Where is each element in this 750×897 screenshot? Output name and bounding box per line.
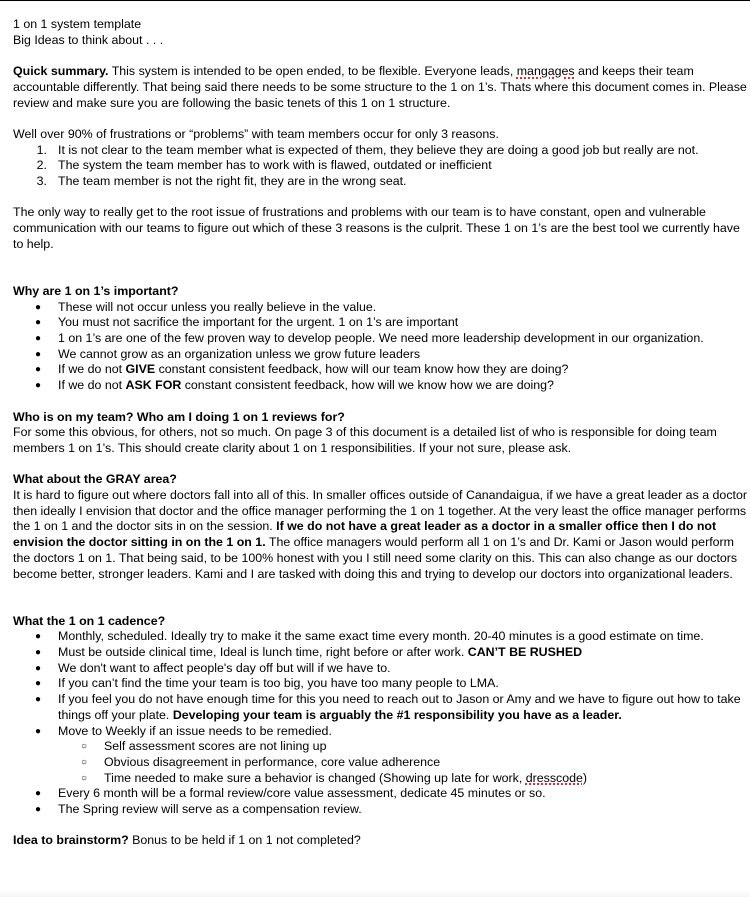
reasons-list bbox=[13, 143, 748, 190]
document-title: 1 on 1 system template bbox=[13, 17, 142, 31]
list-item: ● Move to Weekly if an issue needs to be remedied. bbox=[35, 723, 332, 738]
list-number: 1. bbox=[36, 142, 47, 157]
reasons-intro: Well over 90% of frustrations or “problems” with team members occur for only 3 reasons. bbox=[13, 126, 499, 141]
bullet-icon: ● bbox=[35, 317, 42, 329]
bullet-icon: ● bbox=[35, 301, 42, 313]
misspelled-word[interactable]: mangages bbox=[516, 64, 575, 79]
document-subtitle: Big Ideas to think about . . . bbox=[13, 32, 164, 47]
list-item: ● Every 6 month will be a formal review/core value assessment, dedicate 45 minutes or so. bbox=[35, 786, 546, 801]
section-heading-why-important: Why are 1 on 1’s important? bbox=[13, 283, 179, 298]
list-item: ● Must be outside clinical time, Ideal is lunch time, right before or after work. CAN’T BE RUSHED bbox=[35, 645, 583, 660]
blank-line bbox=[13, 818, 748, 834]
brainstorm-lead: Idea to brainstorm? bbox=[13, 833, 129, 848]
list-item: ● You must not sacrifice the important for the urgent. 1 on 1’s are important bbox=[35, 315, 459, 330]
reasons-conclusion: The only way to really get to the root issue of frustrations and problems with our team is to have constant, open and vulnerable communication with our teams to figure out which of these 3 reasons is the culprit. These 1 on 1’s are the best tool we currently have to help. bbox=[13, 205, 740, 251]
section-heading-who-on-team: Who is on my team? Who am I doing 1 on 1 reviews for? bbox=[13, 409, 345, 424]
blank-line bbox=[13, 111, 748, 127]
blank-line bbox=[13, 190, 748, 206]
hollow-bullet-icon: ○ bbox=[81, 741, 88, 753]
misspelled-word[interactable]: dresscode bbox=[525, 770, 583, 785]
quick-summary-lead: Quick summary. bbox=[13, 64, 109, 79]
bullet-icon: ● bbox=[35, 380, 42, 392]
sub-list-item: ○ Obvious disagreement in performance, core value adherence bbox=[81, 754, 441, 769]
blank-line bbox=[13, 253, 748, 284]
blank-line bbox=[13, 457, 748, 473]
bullet-icon: ● bbox=[35, 788, 42, 800]
list-item: ● Monthly, scheduled. Ideally try to make it the same exact time every month. 20-40 minutes is a good estimate on time. bbox=[35, 629, 704, 644]
who-on-team-paragraph: For some this obvious, for others, not so much. On page 3 of this document is a detailed list of who is responsible for doing team members 1 on 1’s. This should create clarity about 1 on 1 responsibilities. If your not sure, please ask. bbox=[13, 425, 717, 455]
quick-summary-paragraph: Quick summary. This system is intended to be open ended, to be flexible. Everyone leads, mangages and keeps their team accountable differently. That being said there needs to be some structure to the 1 on 1’s. Thats where this document comes in. Please review and make sure you are following the basic tenets of this 1 on 1 structure. bbox=[13, 64, 747, 110]
blank-line bbox=[13, 48, 748, 64]
section-heading-gray-area: What about the GRAY area? bbox=[13, 472, 177, 487]
blank-line bbox=[13, 582, 748, 613]
blank-line bbox=[13, 394, 748, 410]
list-item: ● If we do not GIVE constant consistent feedback, how will our team know how they are doing? bbox=[35, 362, 569, 377]
list-item: ● We cannot grow as an organization unless we grow future leaders bbox=[35, 346, 421, 361]
sub-list-item: ○ Time needed to make sure a behavior is changed (Showing up late for work, dresscode) bbox=[81, 770, 588, 785]
cadence-list-continued bbox=[13, 786, 748, 817]
list-item: 2. The system the team member has to work with is flawed, outdated or inefficient bbox=[36, 158, 492, 173]
bullet-icon: ● bbox=[35, 333, 42, 344]
list-item: ● These will not occur unless you really believe in the value. bbox=[35, 299, 377, 314]
bullet-icon: ● bbox=[35, 694, 42, 706]
bullet-icon: ● bbox=[35, 364, 42, 376]
gray-area-paragraph: It is hard to figure out where doctors fall into all of this. In smaller offices outside of Canandaigua, if we have a great leader as a doctor then ideally I envision that doctor and the office manager performing the 1 on 1 together. At the very least the office manager performs the 1 on 1 and the doctor sits in on the session. If we do not have a great leader as a doctor in a smaller office then I do not envision the doctor sitting in on the 1 on 1. The office managers would perform all 1 on 1’s and Dr. Kami or Jason would perform the doctors 1 on 1. That being said, to be 100% honest with you I still need some clarity on this. This can also change as our doctors become better, stronger leaders. Kami and I are tasked with doing this and trying to develop our doctors into organizational leaders. bbox=[13, 488, 747, 581]
bullet-icon: ● bbox=[35, 631, 42, 643]
why-important-list bbox=[13, 300, 748, 394]
weekly-sub-list bbox=[13, 739, 748, 786]
list-number: 2. bbox=[36, 158, 47, 173]
list-number: 3. bbox=[36, 174, 47, 188]
list-item: ● If we do not ASK FOR constant consistent feedback, how will we know how we are doing? bbox=[35, 378, 554, 393]
document-page[interactable] bbox=[13, 17, 748, 849]
bullet-icon: ● bbox=[35, 647, 42, 659]
list-item: 1. It is not clear to the team member what is expected of them, they believe they are doing a good job but really are not. bbox=[36, 142, 699, 157]
list-item: 3. The team member is not the right fit, they are in the wrong seat. bbox=[36, 174, 407, 188]
list-item: ● We don't want to affect people's day off but will if we have to. bbox=[35, 660, 391, 675]
bullet-icon: ● bbox=[35, 678, 42, 690]
page-bottom-edge bbox=[0, 890, 750, 897]
cadence-list bbox=[13, 629, 748, 739]
sub-list-item: ○ Self assessment scores are not lining up bbox=[81, 739, 327, 754]
list-item: ● 1 on 1’s are one of the few proven way to develop people. We need more leadership development in our organization. bbox=[35, 331, 704, 345]
top-border bbox=[0, 0, 750, 1]
brainstorm-paragraph: Idea to brainstorm? Bonus to be held if 1 on 1 not completed? bbox=[13, 833, 361, 848]
bullet-icon: ● bbox=[35, 725, 42, 737]
list-item: ● If you feel you do not have enough time for this you need to reach out to Jason or Amy and we have to figure out how to take things off your plate. Developing your team is arguably the #1 responsibility you have as a leader. bbox=[35, 692, 741, 722]
hollow-bullet-icon: ○ bbox=[81, 756, 88, 768]
list-item: ● The Spring review will serve as a compensation review. bbox=[35, 802, 362, 817]
hollow-bullet-icon: ○ bbox=[81, 772, 88, 784]
section-heading-cadence: What the 1 on 1 cadence? bbox=[13, 613, 166, 628]
bullet-icon: ● bbox=[35, 804, 42, 816]
bullet-icon: ● bbox=[35, 662, 42, 674]
bullet-icon: ● bbox=[35, 348, 42, 360]
list-item: ● If you can’t find the time your team is too big, you have too many people to LMA. bbox=[35, 676, 499, 691]
